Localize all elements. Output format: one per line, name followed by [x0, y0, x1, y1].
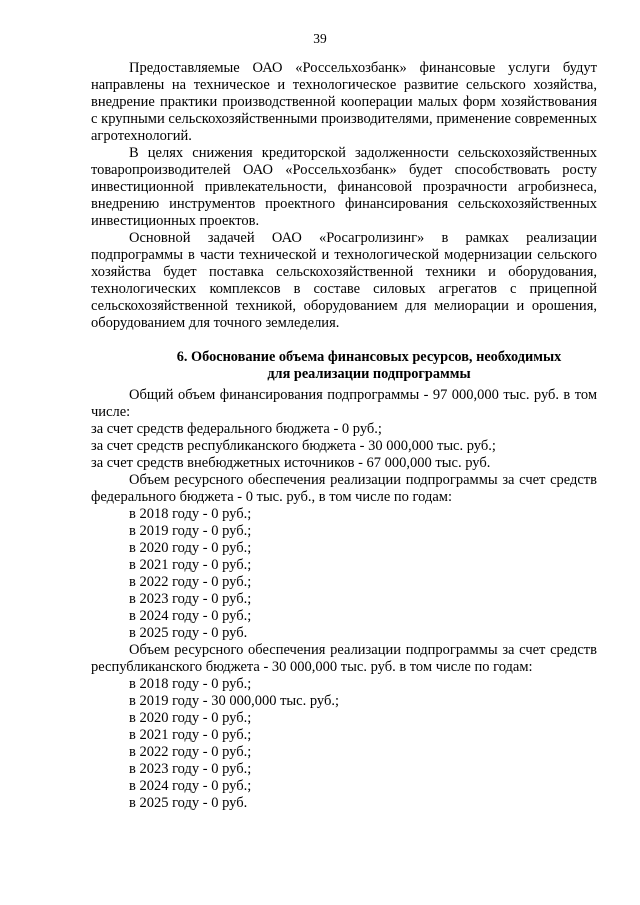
- federal-years-list: [91, 506, 597, 642]
- list-item: в 2022 году - 0 руб.;: [129, 744, 252, 760]
- list-item: в 2019 году - 30 000,000 тыс. руб.;: [129, 693, 340, 709]
- list-item: в 2018 году - 0 руб.;: [129, 506, 252, 522]
- section-heading-line-1: 6. Обоснование объема финансовых ресурсов, необходимых: [176, 349, 562, 365]
- source-republic: за счет средств республиканского бюджета - 30 000,000 тыс. руб.;: [91, 438, 496, 454]
- source-extrabudgetary: за счет средств внебюджетных источников - 67 000,000 тыс. руб.: [91, 455, 491, 471]
- paragraph-rosagroleasing-task: Основной задачей ОАО «Росагролизинг» в рамках реализации подпрограммы в части технической и технологической модернизации сельского хозяйства будет поставка сельскохозяйственной техники и оборудования, технологических комплексов в составе силовых агрегатов с прицепной сельскохозяйственной техникой, оборудованием для мелиорации и орошения, оборудованием для точного земледелия.: [91, 230, 597, 331]
- source-federal: за счет средств федерального бюджета - 0 руб.;: [91, 421, 382, 437]
- list-item: в 2019 году - 0 руб.;: [129, 523, 252, 539]
- republic-years-list: [91, 676, 597, 812]
- paragraph-rosselkhozbank-services: Предоставляемые ОАО «Россельхозбанк» финансовые услуги будут направлены на техническое и технологическое развитие сельского хозяйства, внедрение практики производственной кооперации малых форм хозяйствования с крупными сельскохозяйственными производителями, применение современных агротехнологий.: [91, 60, 597, 144]
- list-item: в 2023 году - 0 руб.;: [129, 761, 252, 777]
- paragraph-debt-reduction: В целях снижения кредиторской задолженности сельскохозяйственных товаропроизводителей ОАО «Россельхозбанк» будет способствовать росту инвестиционной привлекательности, финансовой прозрачности агробизнеса, внедрению инструментов проектного финансирования сельскохозяйственных инвестиционных проектов.: [91, 145, 597, 229]
- list-item: в 2023 году - 0 руб.;: [129, 591, 252, 607]
- list-item: в 2020 году - 0 руб.;: [129, 710, 252, 726]
- section-heading-line-2: для реализации подпрограммы: [267, 366, 471, 382]
- list-item: в 2018 году - 0 руб.;: [129, 676, 252, 692]
- republic-budget-paragraph: Объем ресурсного обеспечения реализации подпрограммы за счет средств республиканского бюджета - 30 000,000 тыс. руб. в том числе по годам:: [91, 642, 597, 675]
- list-item: в 2024 году - 0 руб.;: [129, 778, 252, 794]
- list-item: в 2021 году - 0 руб.;: [129, 727, 252, 743]
- federal-budget-paragraph: Объем ресурсного обеспечения реализации подпрограммы за счет средств федерального бюджета - 0 тыс. руб., в том числе по годам:: [91, 472, 597, 505]
- list-item: в 2020 году - 0 руб.;: [129, 540, 252, 556]
- list-item: в 2021 году - 0 руб.;: [129, 557, 252, 573]
- document-body: [91, 60, 597, 812]
- list-item: в 2025 году - 0 руб.: [129, 625, 248, 641]
- list-item: в 2022 году - 0 руб.;: [129, 574, 252, 590]
- list-item: в 2024 году - 0 руб.;: [129, 608, 252, 624]
- total-funding-paragraph: Общий объем финансирования подпрограммы - 97 000,000 тыс. руб. в том числе:: [91, 387, 597, 420]
- section-heading: [91, 349, 597, 383]
- page-number: 39: [313, 31, 327, 46]
- list-item: в 2025 году - 0 руб.: [129, 795, 248, 811]
